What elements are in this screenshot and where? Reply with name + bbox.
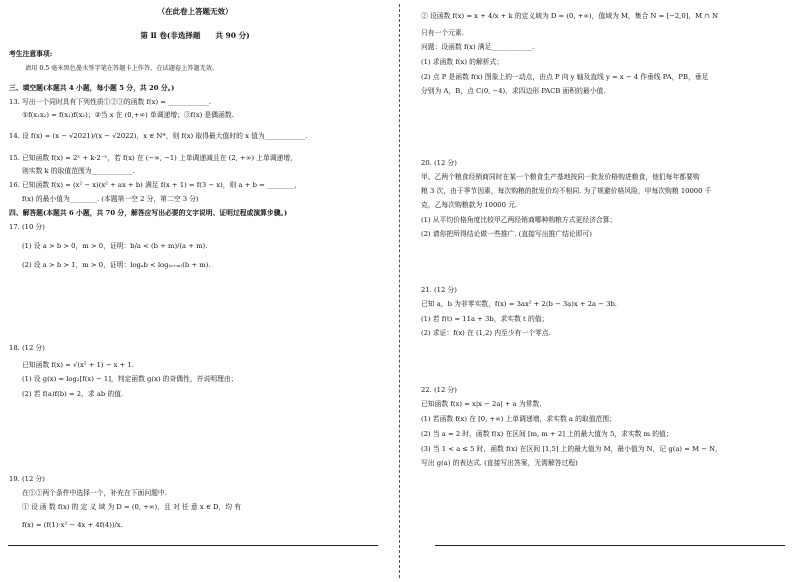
left-column — [0, 0, 390, 582]
q22-part3: (3) 当 1 < a ≤ 5 时，函数 f(x) 在区间 [1,5] 上的最大值为 M，最小值为 N，记 g(a) = M − N， — [421, 445, 722, 453]
q15-line2: 则实数 k 的取值范围为____________. — [22, 167, 135, 175]
q19-condition2-b: 只有一个元素. — [421, 29, 464, 37]
q15-line1: 15. 已知函数 f(x) = 2ˣ + k·2⁻ˣ，若 f(x) 在 (−∞, −1) 上单调递减且在 (2, +∞) 上单调递增， — [9, 154, 297, 162]
q17-part1: (1) 设 a > b > 0，m > 0，证明：b/a < (b + m)/(a + m). — [22, 242, 208, 250]
q22-part3-b: 写出 g(a) 的表达式. (直接写出答案，无需解答过程) — [421, 459, 578, 467]
section-answer: 四、解答题(本题共 6 小题，共 70 分，解答应写出必要的文字说明、证明过程或演算步骤。) — [9, 209, 288, 217]
q19-condition1-formula: f(x) = (f(1)·x² − 4x + 4f(4))/x. — [22, 521, 123, 529]
q20-head: 20. (12 分) — [421, 159, 457, 167]
section-fill-blank: 三、填空题(本题共 4 小题，每小题 5 分，共 20 分。) — [9, 84, 175, 92]
q16-line2: f(x) 的最小值为________. (本题第一空 2 分，第二空 3 分) — [22, 195, 199, 203]
q22-text: 已知函数 f(x) = x|x − 2a| + a 为常数. — [421, 400, 542, 408]
q19-part2-b: 分别为 A，B，点 C(0, −4)，求四边形 PACB 面积的最小值. — [421, 87, 606, 95]
q18-part1: (1) 设 g(x) = log₂[f(x) − 1]，判定函数 g(x) 的奇偶性，并说明理由； — [22, 375, 238, 383]
notice-text: 请用 0.5 毫米黑色墨水签字笔在答题卡上作答，在试题卷上答题无效。 — [25, 65, 219, 72]
q16-line1: 16. 已知函数 f(x) = (x² − x)(x² + ax + b) 满足 f(x + 1) = f(3 − x)，则 a + b = ________， — [9, 181, 301, 189]
q20-line1: 甲、乙两个粮食经销商同时在某一个粮食生产基地按同一批发价格购进粮食，他们每年都要购 — [421, 173, 700, 181]
q22-head: 22. (12 分) — [421, 386, 457, 394]
q19-part1: (1) 求函数 f(x) 的解析式； — [421, 58, 504, 66]
q19-part2: (2) 点 P 是函数 f(x) 图象上的一动点，由点 P 向 y 轴及直线 y = x − 4 作垂线 PA，PB，垂足 — [421, 73, 709, 81]
q20-line3: 克，乙每次购粮款为 10000 元. — [421, 201, 518, 209]
notice-title: 考生注意事项: — [9, 50, 53, 58]
q18-text: 已知函数 f(x) = √(x² + 1) − x + 1. — [22, 361, 134, 369]
column-divider — [399, 4, 400, 578]
q19-problem: 问题：设函数 f(x) 满足____________. — [421, 43, 535, 51]
invalid-notice: （在此卷上答题无效） — [157, 7, 233, 16]
q17-head: 17. (10 分) — [9, 223, 45, 231]
q20-line2: 粮 3 次，由于季节因素，每次购粮的批发价均不相同. 为了规避价格风险，甲每次购粮 10000 千 — [421, 187, 712, 195]
q18-head: 18. (12 分) — [9, 344, 45, 352]
right-footer-line — [435, 545, 785, 546]
q19-head: 19. (12 分) — [9, 475, 45, 483]
q19-condition1: ① 设 函 数 f(x) 的 定 义 域 为 D = (0, +∞)，且 对 任 意 x ∈ D，均 有 — [22, 503, 242, 511]
q21-part2: (2) 求证：f(x) 在 (1,2) 内至少有一个零点. — [421, 329, 551, 337]
q19-condition2: ② 设函数 f(x) = x + 4/x + k 的定义域为 D = (0, +∞)，值域为 M，集合 N = [−2,0]，M ∩ N — [421, 12, 719, 20]
left-footer-line — [8, 545, 378, 546]
q21-head: 21. (12 分) — [421, 286, 457, 294]
q13-line1: 13. 写出一个同时具有下列性质①②③的函数 f(x) = ____________. — [9, 98, 212, 106]
volume-title: 第 Ⅱ 卷(非选择题 共 90 分) — [140, 31, 250, 40]
q21-part1: (1) 若 f(t) = 11a + 3b，求实数 t 的值； — [421, 315, 549, 323]
q14-line1: 14. 设 f(x) = (x − √2021)/(x − √2022)，x ∈ N*，则 f(x) 取得最大值时的 x 值为____________. — [9, 132, 308, 140]
q18-part2: (2) 若 f(a)f(b) = 2，求 ab 的值. — [22, 390, 124, 398]
q21-text: 已知 a，b 为非零实数，f(x) = 3ax² + 2(b − 3a)x + 2a − 3b. — [421, 300, 617, 308]
q20-part2: (2) 请你把所得结论做一些推广. (直接写出推广结论即可) — [421, 230, 592, 238]
q13-line2: ①f(x₁x₂) = f(x₁)f(x₂)；②当 x 在 (0,+∞) 单调递增；③f(x) 是偶函数. — [22, 111, 234, 119]
q17-part2: (2) 设 a > b > 1，m > 0，证明：logₐb < log₍ₐ₊ₘ₎(b + m). — [22, 261, 211, 269]
q19-text: 在①②两个条件中选择一个，补充在下面问题中. — [22, 489, 167, 497]
right-column — [405, 0, 790, 582]
q22-part2: (2) 当 a = 2 时，函数 f(x) 在区间 [m, m + 2] 上的最大值为 5，求实数 m 的值； — [421, 430, 673, 438]
q22-part1: (1) 若函数 f(x) 在 [0, +∞) 上单调递增，求实数 a 的取值范围； — [421, 415, 616, 423]
q20-part1: (1) 从平均价格角度比较甲乙两经销商哪种购粮方式更经济合算； — [421, 216, 617, 224]
